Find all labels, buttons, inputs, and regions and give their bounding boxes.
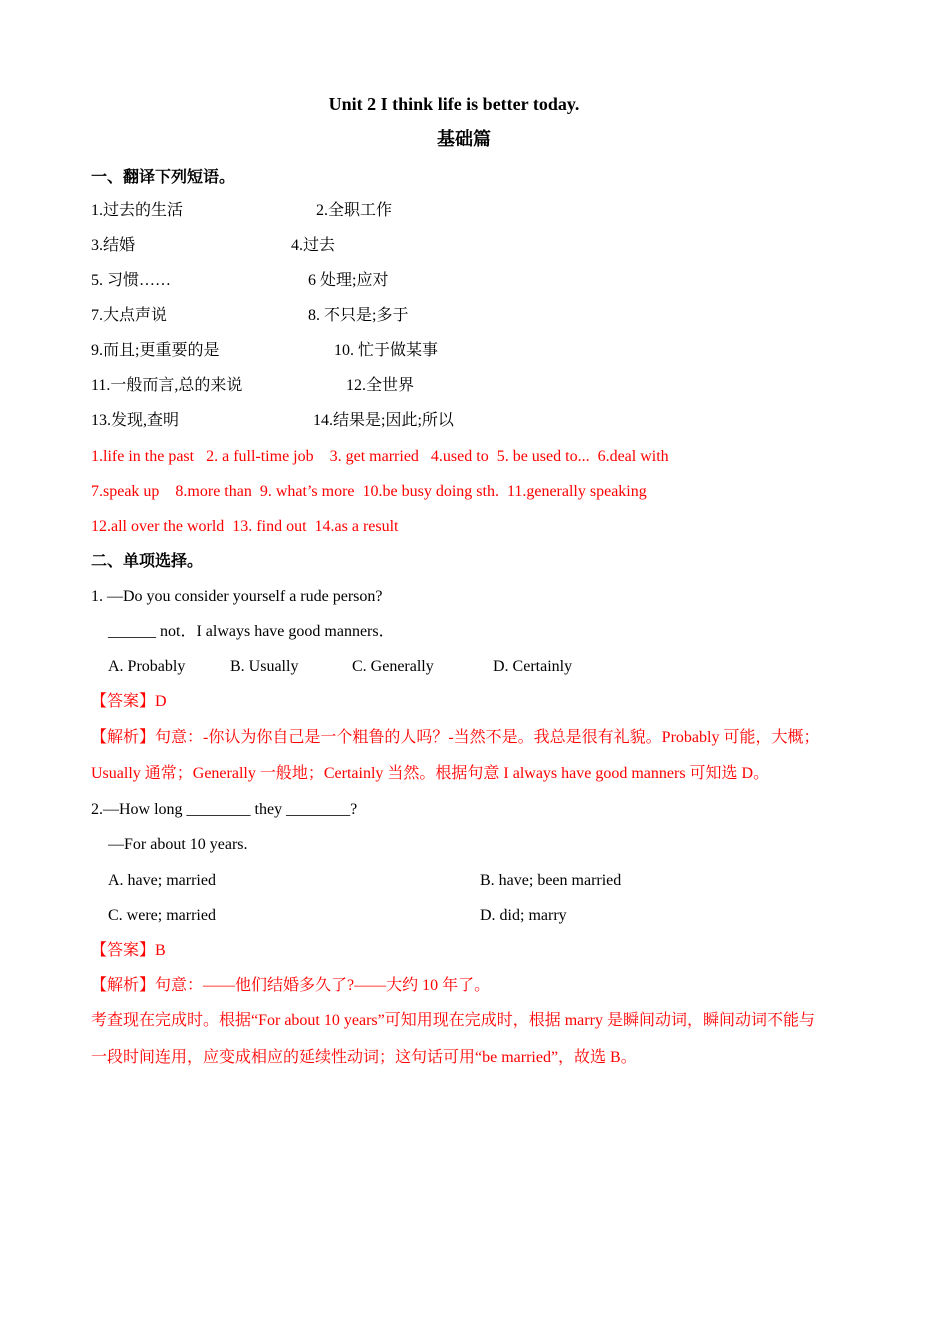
phrase-13: 13.发现,查明 — [91, 412, 180, 429]
phrase-10: 10. 忙于做某事 — [334, 342, 439, 359]
q1-answer-value: D — [155, 693, 167, 710]
phrase-3: 3.结婚 — [91, 237, 136, 254]
phrase-11: 11.一般而言,总的来说 — [91, 377, 243, 394]
q1-option-c: C. Generally — [352, 658, 434, 675]
section2-heading: 二、单项选择。 — [91, 551, 204, 570]
q1-analysis-line-2: Usually 通常；Generally 一般地；Certainly 当然。根据句意 I always have good manners 可知选 D。 — [91, 765, 770, 782]
phrase-8: 8. 不只是;多于 — [308, 307, 409, 324]
phrase-9: 9.而且;更重要的是 — [91, 342, 220, 359]
answers-line-2: 7.speak up 8.more than 9. what’s more 10.be busy doing sth. 11.generally speaking — [91, 483, 647, 500]
q2-analysis-line-2: 考查现在完成时。根据“For about 10 years”可知用现在完成时，根据 marry 是瞬间动词，瞬间动词不能与 — [91, 1012, 815, 1029]
q2-answer — [91, 940, 166, 961]
q1-line2: ______ not．I always have good manners． — [108, 623, 395, 640]
q2-analysis-text-1: 句意：——他们结婚多久了?——大约 10 年了。 — [155, 977, 491, 994]
q2-answer-value: B — [155, 942, 166, 959]
q2-line2: —For about 10 years. — [108, 836, 248, 853]
q2-option-d: D. did; marry — [480, 907, 567, 924]
page-subtitle: 基础篇 — [437, 129, 491, 150]
phrase-6: 6 处理;应对 — [308, 272, 389, 289]
q1-option-b: B. Usually — [230, 658, 299, 675]
q2-option-a: A. have; married — [108, 872, 216, 889]
phrase-5: 5. 习惯…… — [91, 272, 172, 289]
phrase-7: 7.大点声说 — [91, 307, 168, 324]
q2-option-b: B. have; been married — [480, 872, 622, 889]
q2-stem: 2.—How long ________ they ________? — [91, 801, 358, 818]
phrase-4: 4.过去 — [291, 237, 336, 254]
q1-stem: 1. —Do you consider yourself a rude person? — [91, 588, 383, 605]
section1-heading: 一、翻译下列短语。 — [91, 167, 236, 186]
phrase-1: 1.过去的生活 — [91, 202, 184, 219]
q1-analysis-text-1: 句意：-你认为你自己是一个粗鲁的人吗？-当然不是。我总是很有礼貌。Probably 可能，大概； — [155, 729, 820, 746]
q1-analysis-tag: 【解析】 — [91, 727, 156, 746]
phrase-12: 12.全世界 — [346, 377, 415, 394]
phrase-14: 14.结果是;因此;所以 — [313, 412, 454, 429]
q1-analysis-line-1 — [91, 727, 819, 748]
page-title: Unit 2 I think life is better today. — [328, 94, 580, 114]
q1-option-d: D. Certainly — [493, 658, 573, 675]
q2-analysis-tag: 【解析】 — [91, 975, 156, 994]
q2-analysis-line-3: 一段时间连用，应变成相应的延续性动词；这句话可用“be married”，故选 B。 — [91, 1049, 637, 1066]
phrase-2: 2.全职工作 — [316, 202, 393, 219]
answers-line-3: 12.all over the world 13. find out 14.as a result — [91, 518, 399, 535]
answers-line-1: 1.life in the past 2. a full-time job 3. get married 4.used to 5. be used to... 6.deal with — [91, 448, 669, 465]
q2-analysis-line-1 — [91, 975, 490, 996]
q1-answer-tag: 【答案】 — [91, 691, 156, 710]
q2-option-c: C. were; married — [108, 907, 216, 924]
q1-option-a: A. Probably — [108, 658, 186, 675]
q2-answer-tag: 【答案】 — [91, 940, 156, 959]
q1-answer — [91, 691, 167, 712]
